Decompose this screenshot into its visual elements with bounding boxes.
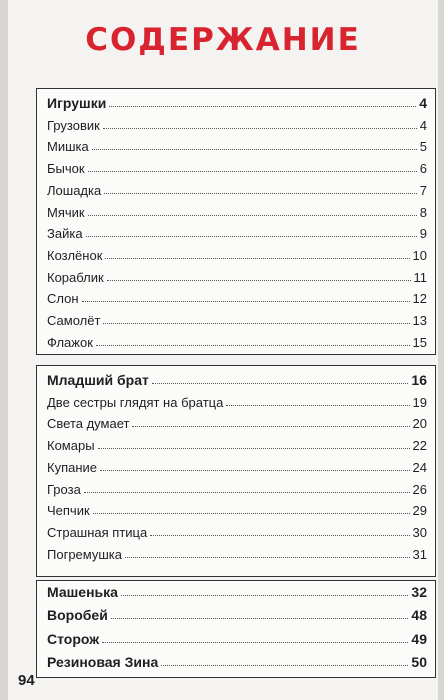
toc-entry	[47, 413, 427, 431]
toc-entry-page: 13	[412, 313, 427, 328]
toc-entry	[47, 652, 427, 670]
toc-entry	[47, 392, 427, 410]
toc-section-stories	[36, 580, 436, 678]
dot-leader	[98, 448, 410, 449]
toc-entry-title: Две сестры глядят на братца	[47, 394, 224, 410]
toc-entry	[47, 202, 427, 220]
toc-entry-title: Игрушки	[47, 95, 107, 111]
toc-entry-page: 11	[413, 269, 427, 285]
dot-leader	[88, 171, 417, 172]
toc-entry	[47, 370, 427, 388]
toc-entry-title: Лошадка	[47, 182, 102, 198]
toc-entry-title: Страшная птица	[47, 524, 148, 540]
toc-entry	[47, 245, 427, 263]
dot-leader	[84, 492, 410, 493]
dot-leader	[82, 301, 410, 302]
dot-leader	[150, 535, 409, 536]
toc-entry	[47, 544, 427, 562]
toc-entry	[47, 180, 427, 198]
toc-entry-page: 19	[412, 394, 427, 410]
toc-entry-title: Самолёт	[47, 313, 101, 328]
toc-entry	[47, 435, 427, 453]
dot-leader	[105, 258, 409, 259]
toc-entry-page: 7	[419, 182, 427, 198]
toc-entry	[47, 500, 427, 518]
dot-leader	[121, 595, 408, 596]
toc-entry	[47, 310, 427, 328]
toc-entry-page: 49	[411, 630, 427, 647]
dot-leader	[103, 128, 417, 129]
toc-entry	[47, 332, 427, 350]
toc-entry-page: 31	[412, 546, 427, 562]
dot-leader	[226, 405, 409, 406]
dot-leader	[152, 383, 409, 384]
toc-entry	[47, 267, 427, 285]
toc-entry	[47, 479, 427, 497]
toc-entry-title: Света думает	[47, 416, 130, 432]
toc-entry-page: 24	[412, 459, 427, 475]
toc-entry-page: 30	[412, 524, 427, 540]
dot-leader	[86, 236, 417, 237]
dot-leader	[96, 345, 410, 346]
toc-entry-page: 29	[412, 503, 427, 519]
page-title: СОДЕРЖАНИЕ	[85, 22, 361, 58]
toc-entry	[47, 288, 427, 306]
toc-entry-page: 4	[419, 117, 427, 133]
dot-leader	[100, 470, 410, 471]
toc-entry-title: Погремушка	[47, 546, 122, 562]
toc-entry	[47, 115, 427, 133]
toc-entry-page: 15	[412, 334, 427, 350]
toc-entry-page: 22	[412, 438, 427, 454]
toc-entry-page: 20	[412, 416, 427, 432]
toc-entry-title: Младший брат	[47, 372, 149, 388]
dot-leader	[111, 618, 409, 619]
toc-entry	[47, 522, 427, 540]
toc-entry-page: 26	[412, 481, 427, 497]
toc-entry	[47, 158, 427, 176]
dot-leader	[102, 642, 408, 643]
toc-entry	[47, 223, 427, 241]
toc-entry-title: Машенька	[47, 584, 118, 600]
toc-entry-title: Мишка	[47, 139, 89, 155]
toc-entry-title: Грузовик	[47, 117, 100, 133]
toc-entry-title: Зайка	[47, 226, 83, 242]
toc-entry-page: 32	[411, 584, 427, 600]
toc-entry-title: Гроза	[47, 481, 81, 497]
toc-entry-title: Воробей	[47, 607, 108, 624]
toc-section-younger-brother	[36, 365, 436, 577]
toc-entry-page: 4	[419, 95, 427, 111]
dot-leader	[92, 149, 417, 150]
dot-leader	[88, 215, 417, 216]
dot-leader	[132, 426, 409, 427]
toc-entry	[47, 457, 427, 475]
toc-entry-title: Флажок	[47, 334, 93, 350]
dot-leader	[104, 193, 417, 194]
dot-leader	[125, 557, 410, 558]
dot-leader	[103, 323, 409, 324]
toc-entry	[47, 93, 427, 111]
toc-entry-title: Слон	[47, 291, 79, 307]
toc-entry-title: Чепчик	[47, 503, 90, 519]
toc-entry-page: 50	[411, 654, 427, 671]
toc-entry	[47, 629, 427, 647]
toc-section-toys	[36, 88, 436, 355]
dot-leader	[109, 106, 416, 107]
toc-entry-page: 9	[419, 226, 427, 242]
toc-entry-title: Комары	[47, 438, 95, 454]
toc-entry-page: 16	[411, 372, 427, 388]
toc-entry	[47, 582, 427, 600]
toc-entry-title: Купание	[47, 459, 98, 475]
toc-entry	[47, 136, 427, 154]
book-page	[8, 0, 438, 700]
toc-entry-title: Мячик	[47, 204, 85, 220]
page-number: 94	[18, 672, 35, 689]
toc-entry-title: Кораблик	[47, 269, 104, 285]
toc-entry-title: Сторож	[47, 630, 100, 647]
toc-entry-title: Резиновая Зина	[47, 654, 159, 671]
dot-leader	[93, 513, 410, 514]
dot-leader	[107, 280, 411, 281]
toc-entry-page: 12	[412, 291, 427, 307]
toc-entry-page: 48	[411, 607, 427, 624]
toc-entry-page: 8	[419, 204, 427, 220]
toc-entry-page: 5	[419, 139, 427, 155]
toc-entry-page: 10	[412, 247, 427, 263]
toc-entry-title: Бычок	[47, 161, 85, 177]
toc-entry-title: Козлёнок	[47, 247, 103, 263]
toc-entry	[47, 605, 427, 623]
dot-leader	[161, 665, 408, 666]
toc-entry-page: 6	[419, 161, 427, 177]
